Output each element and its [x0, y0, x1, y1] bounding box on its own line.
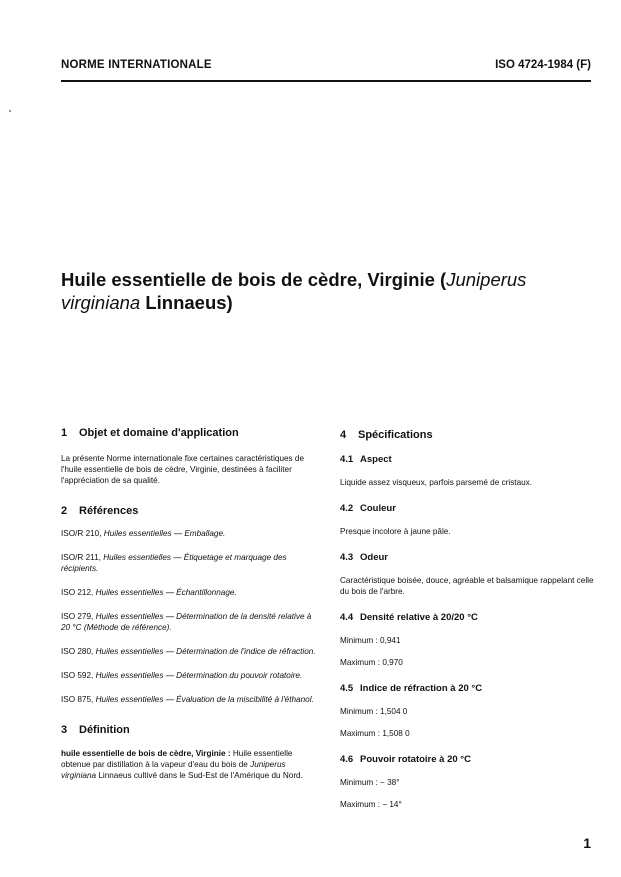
- title-italic-species: virginiana: [61, 292, 141, 313]
- section-title: Définition: [79, 724, 130, 736]
- section-number: 1: [61, 427, 68, 439]
- section-2-heading: [61, 506, 317, 517]
- title-italic-genus: Juniperus: [446, 269, 527, 290]
- scan-speck: [9, 110, 11, 112]
- density-minimum: Minimum : 0,941: [340, 636, 401, 645]
- reference-item: ISO 280, Huiles essentielles — Détermination de l'indice de réfraction.: [61, 647, 316, 656]
- header-standard-number: ISO 4724-1984 (F): [495, 59, 591, 71]
- refraction-maximum: Maximum : 1,508 0: [340, 729, 410, 738]
- title-text-end: Linnaeus): [140, 292, 233, 313]
- section-1-heading: [61, 428, 317, 439]
- section-title: Spécifications: [358, 429, 433, 441]
- odor-text: Caractéristique boisée, douce, agréable et balsamique rappelant celle du bois de l'arbre.: [340, 576, 594, 596]
- rotation-minimum: Minimum : − 38°: [340, 778, 400, 787]
- title-text: Huile essentielle de bois de cèdre, Virginie (: [61, 269, 447, 290]
- density-maximum: Maximum : 0,970: [340, 658, 403, 667]
- section-number: 4: [340, 429, 347, 441]
- reference-item: ISO 875, Huiles essentielles — Évaluation de la miscibilité à l'éthanol.: [61, 695, 314, 704]
- subsection-4-2-heading: 4.2 Couleur: [340, 503, 396, 514]
- left-column: [61, 428, 317, 781]
- subsection-4-5-heading: 4.5 Indice de réfraction à 20 °C: [340, 683, 483, 694]
- definition-text: huile essentielle de bois de cèdre, Virginie : Huile essentielle obtenue par distillation à la vapeur d'eau du bois de Juniperus virginiana Linnaeus cultivé dans le Sud-Est de l'Amérique du Nord.: [61, 749, 303, 780]
- section-number: 3: [61, 724, 68, 736]
- reference-item: ISO/R 211, Huiles essentielles — Étiquetage et marquage des récipients.: [61, 553, 287, 573]
- subsection-4-6-heading: 4.6 Pouvoir rotatoire à 20 °C: [340, 754, 471, 765]
- reference-item: ISO 279, Huiles essentielles — Détermination de la densité relative à 20 °C (Méthode de référence).: [61, 612, 312, 632]
- reference-item: ISO/R 210, Huiles essentielles — Emballage.: [61, 529, 226, 538]
- reference-item: ISO 212, Huiles essentielles — Échantillonnage.: [61, 588, 237, 597]
- section-number: 2: [61, 505, 68, 517]
- page-header: [61, 59, 591, 77]
- subsection-4-4-heading: 4.4 Densité relative à 20/20 °C: [340, 612, 478, 623]
- section-title: Références: [79, 505, 139, 517]
- section-title: Objet et domaine d'application: [79, 427, 239, 439]
- section-3-heading: [61, 725, 317, 736]
- subsection-4-3-heading: 4.3 Odeur: [340, 552, 388, 563]
- rotation-maximum: Maximum : − 14°: [340, 800, 402, 809]
- right-column: [340, 428, 596, 810]
- section-1-text: La présente Norme internationale fixe certaines caractéristiques de l'huile essentielle de bois de cèdre, Virginie, destinées à faciliter l'appréciation de sa qualité.: [61, 454, 305, 485]
- aspect-text: Liquide assez visqueux, parfois parsemé de cristaux.: [340, 478, 533, 487]
- header-rule: [61, 80, 591, 82]
- refraction-minimum: Minimum : 1,504 0: [340, 707, 408, 716]
- color-text: Presque incolore à jaune pâle.: [340, 527, 451, 536]
- reference-list: [61, 528, 317, 705]
- subsection-4-1-heading: 4.1 Aspect: [340, 454, 392, 465]
- reference-item: ISO 592, Huiles essentielles — Détermination du pouvoir rotatoire.: [61, 671, 303, 680]
- page-number: 1: [583, 835, 591, 851]
- section-4-heading: [340, 430, 596, 441]
- document-title: [61, 268, 561, 314]
- header-standard-type: NORME INTERNATIONALE: [61, 59, 212, 71]
- definition-term: huile essentielle de bois de cèdre, Virginie :: [61, 749, 231, 758]
